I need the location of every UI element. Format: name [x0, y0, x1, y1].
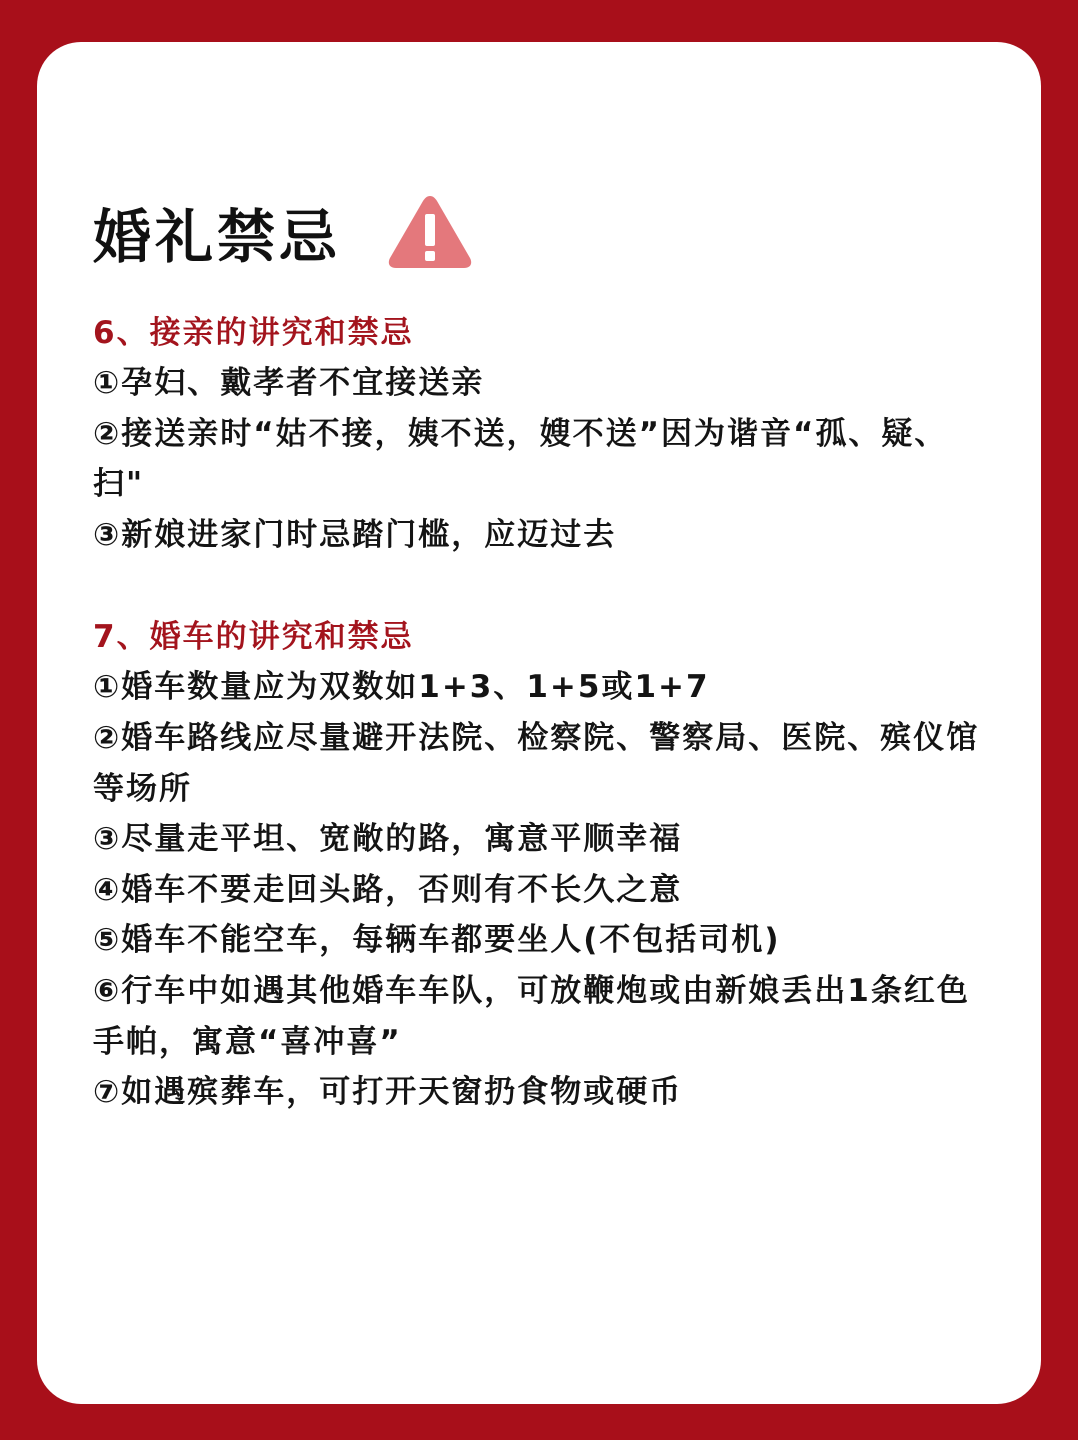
list-item: ②接送亲时“姑不接，姨不送，嫂不送”因为谐音“孤、疑、扫" — [93, 415, 948, 503]
content-body — [93, 308, 993, 1118]
list-item: ①孕妇、戴孝者不宜接送亲 — [93, 365, 485, 401]
page-title: 婚礼禁忌 — [93, 203, 342, 271]
section-heading-6: 6、接亲的讲究和禁忌 — [93, 315, 414, 351]
list-item: ④婚车不要走回头路，否则有不长久之意 — [93, 871, 683, 908]
section-spacer — [93, 560, 993, 612]
list-item: ⑦如遇殡葬车，可打开天窗扔食物或硬币 — [93, 1074, 683, 1111]
warning-icon — [387, 192, 473, 270]
section-heading-7: 7、婚车的讲究和禁忌 — [93, 619, 414, 656]
content-card — [37, 42, 1041, 1404]
title-row — [93, 192, 473, 282]
list-item: ③新娘进家门时忌踏门槛，应迈过去 — [93, 516, 617, 553]
list-item: ②婚车路线应尽量避开法院、检察院、警察局、医院、殡仪馆等场所 — [93, 719, 980, 807]
list-item: ③尽量走平坦、宽敞的路，寓意平顺幸福 — [93, 821, 683, 858]
list-item: ①婚车数量应为双数如1+3、1+5或1+7 — [93, 669, 710, 706]
list-item: ⑤婚车不能空车，每辆车都要坐人(不包括司机) — [93, 922, 781, 959]
list-item: ⑥行车中如遇其他婚车车队，可放鞭炮或由新娘丢出1条红色手帕，寓意“喜冲喜” — [93, 972, 970, 1060]
